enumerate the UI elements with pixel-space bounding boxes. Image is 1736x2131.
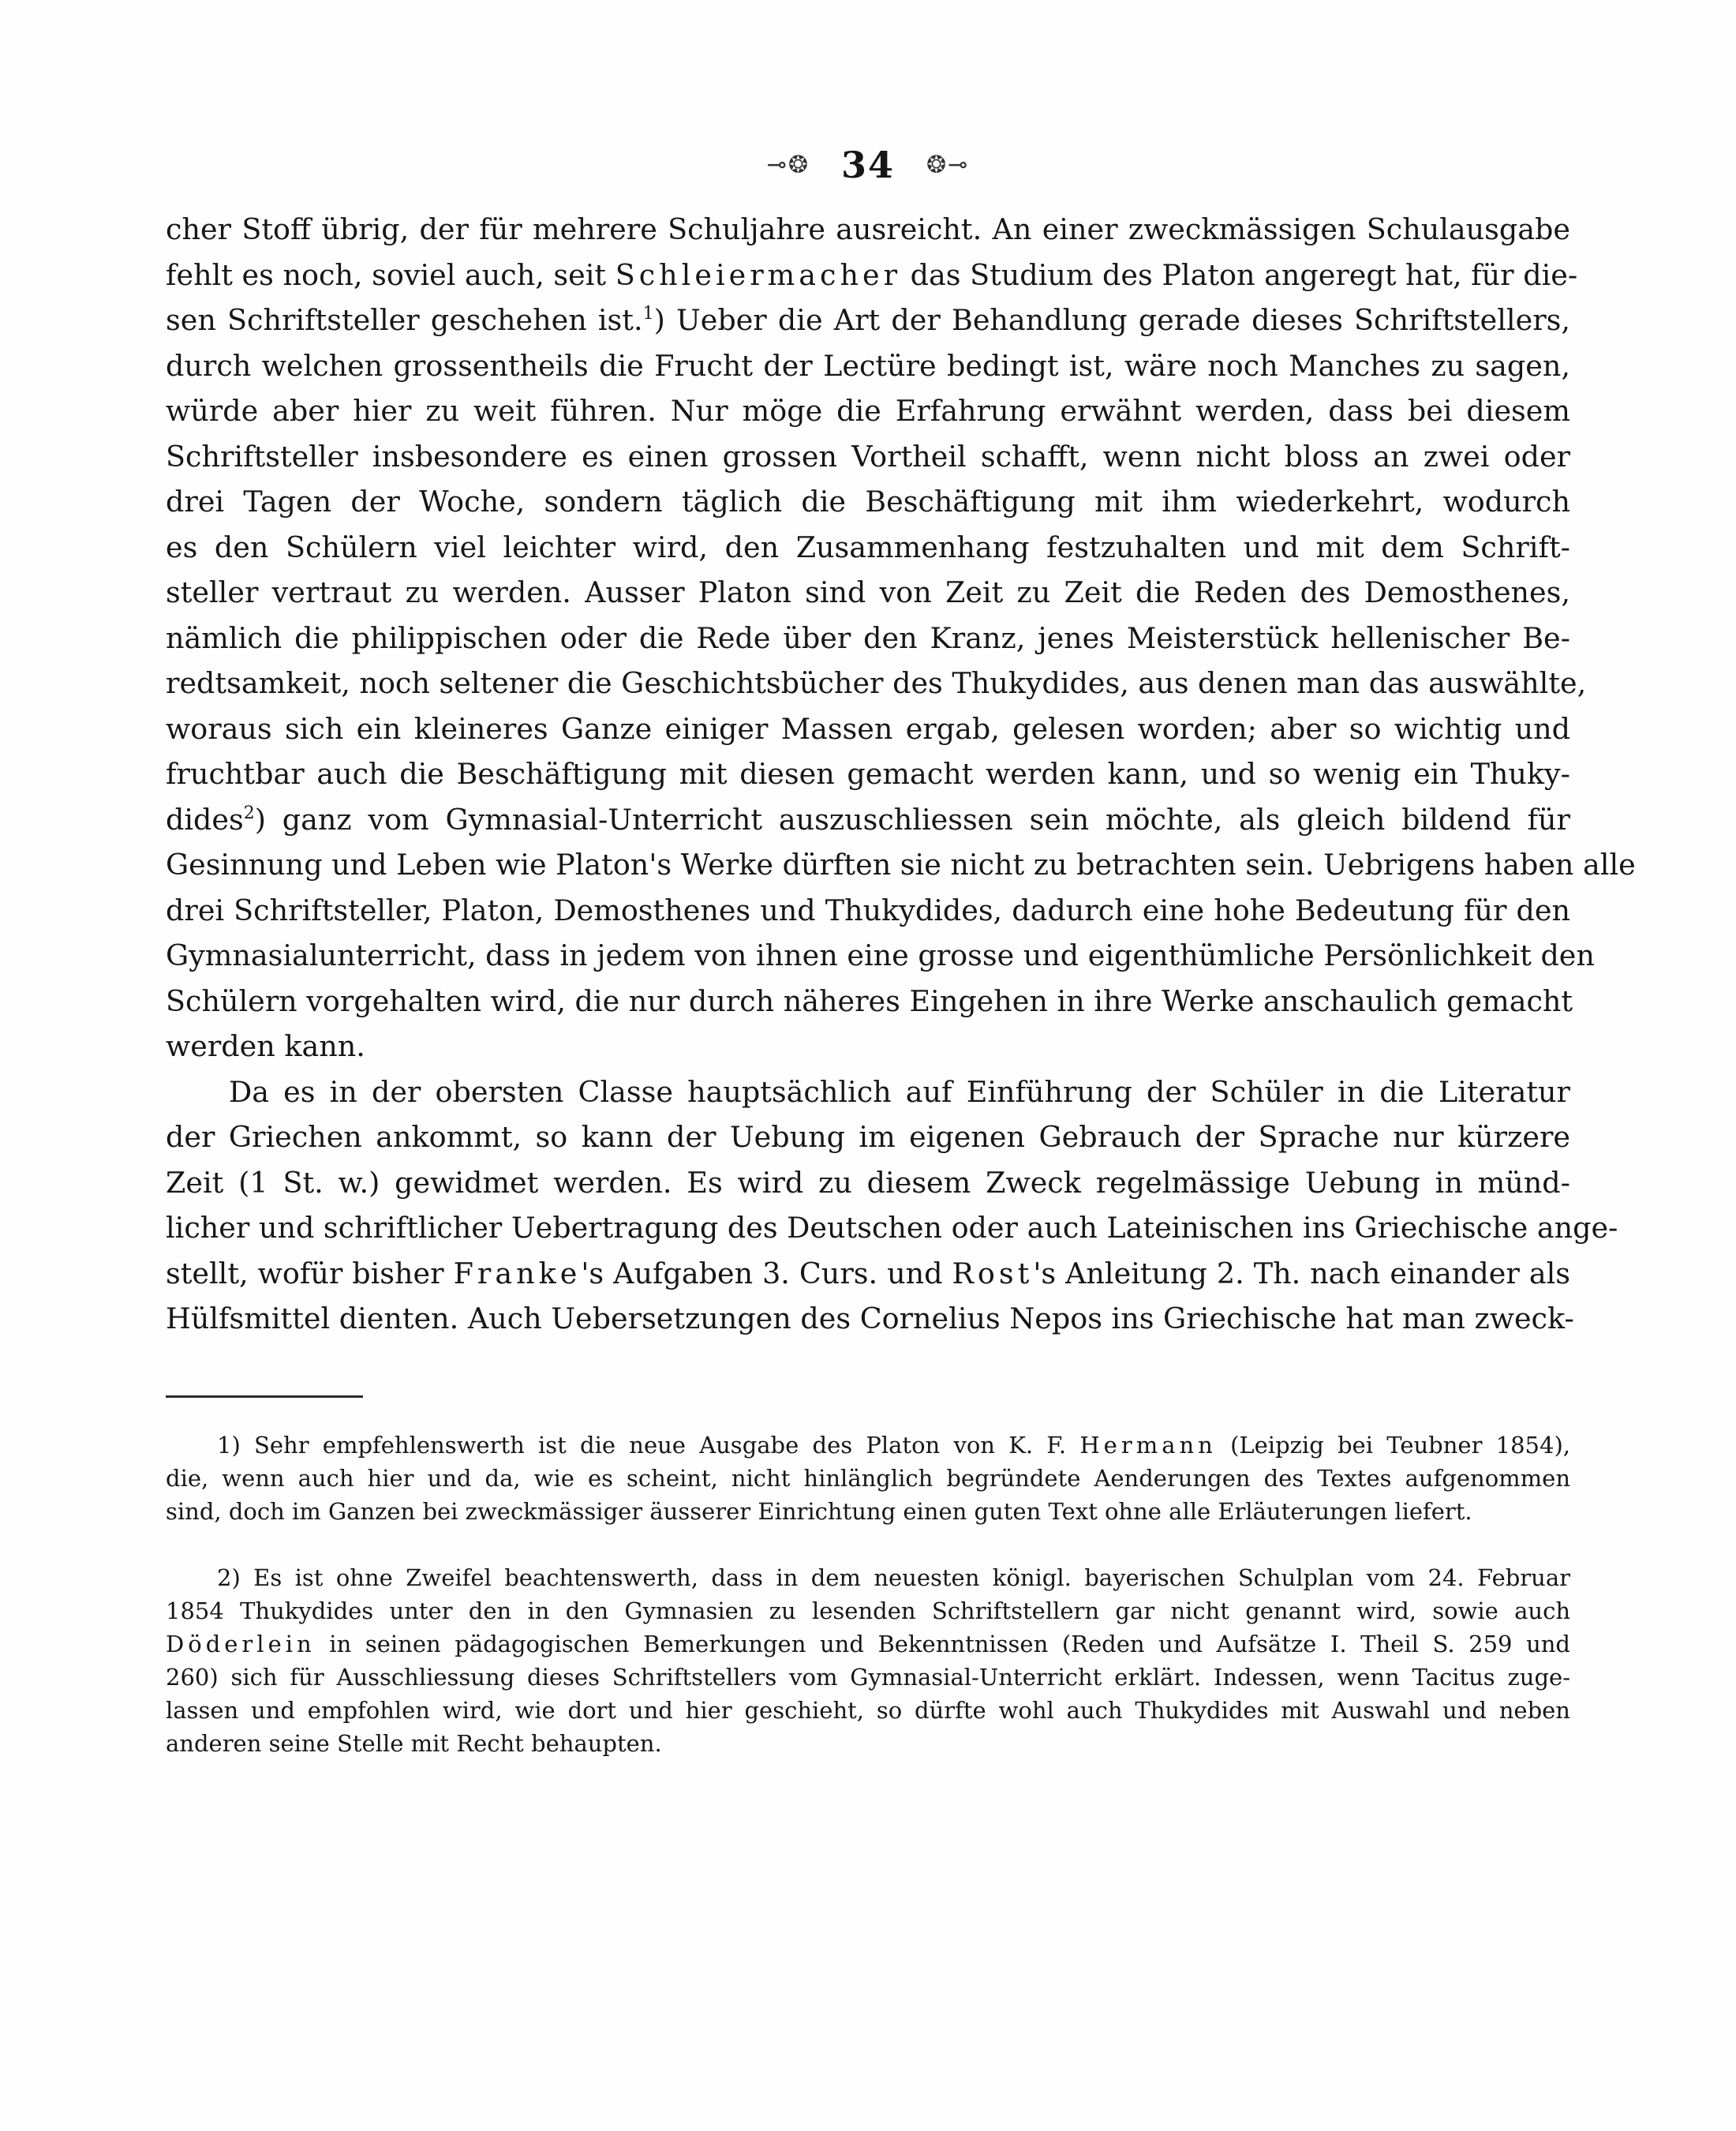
footnote-line: Döderlein in seinen pädagogischen Bemerkungen und Bekenntnissen (Reden und Aufsätze I. Theil S. 259 und <box>166 1631 1570 1657</box>
footnote-line: die, wenn auch hier und da, wie es scheint, nicht hinlänglich begründete Aenderungen des Textes aufgenommen <box>166 1465 1570 1492</box>
text-line: Gesinnung und Leben wie Platon's Werke dürften sie nicht zu betrachten sein. Uebrigens haben alle <box>166 848 1636 882</box>
footnote-line: 2) Es ist ohne Zweifel beachtenswerth, dass in dem neuesten königl. bayerischen Schulplan vom 24. Februar <box>217 1564 1570 1591</box>
text-line: woraus sich ein kleineres Ganze einiger Massen ergab, gelesen worden; aber so wichtig und <box>166 711 1570 746</box>
ornament-left-icon: ⊸❂ <box>766 151 810 179</box>
text-line: es den Schülern viel leichter wird, den Zusammenhang festzuhalten und mit dem Schrift- <box>166 530 1570 564</box>
footnote-line: sind, doch im Ganzen bei zweckmässiger äusserer Einrichtung einen guten Text ohne alle Erläuterungen liefert. <box>166 1498 1472 1525</box>
text-line: würde aber hier zu weit führen. Nur möge die Erfahrung erwähnt werden, dass bei diesem <box>166 394 1570 428</box>
person-name: Rost <box>952 1256 1034 1290</box>
footnote-divider <box>166 1395 363 1398</box>
footnote-ref: 2 <box>243 803 255 823</box>
text-line: Hülfsmittel dienten. Auch Uebersetzungen des Cornelius Nepos ins Griechische hat man zweck- <box>166 1301 1574 1335</box>
text-line: werden kann. <box>166 1029 365 1063</box>
person-name: Schleiermacher <box>615 257 902 292</box>
footnote-line: anderen seine Stelle mit Recht behaupten. <box>166 1730 662 1757</box>
text-line: dides$^2$) ganz vom Gymnasial-Unterricht auszuschliessen sein möchte, als gleich bildend für <box>166 802 1570 837</box>
person-name: Döderlein <box>166 1631 316 1657</box>
footnote-line: 1) Sehr empfehlenswerth ist die neue Ausgabe des Platon von K. F. Hermann (Leipzig bei Teubner 1854), <box>217 1432 1570 1459</box>
text-line: drei Tagen der Woche, sondern täglich die Beschäftigung mit ihm wiederkehrt, wodurch <box>166 485 1570 519</box>
page-number: 34 <box>840 144 895 186</box>
text-line: sen Schriftsteller geschehen ist.$^1$) Ueber die Art der Behandlung gerade dieses Schriftstellers, <box>166 303 1570 337</box>
text-line: nämlich die philippischen oder die Rede über den Kranz, jenes Meisterstück hellenischer Be- <box>166 620 1570 655</box>
ornament-right-icon: ❂⊸ <box>926 151 970 179</box>
person-name: Hermann <box>1079 1432 1217 1459</box>
text-line: stellt, wofür bisher Franke's Aufgaben 3. Curs. und Rost's Anleitung 2. Th. nach einander als <box>166 1256 1570 1290</box>
footnote-line: 1854 Thukydides unter den in den Gymnasien zu lesenden Schriftstellern gar nicht genannt wird, sowie auch <box>166 1597 1570 1624</box>
person-name: Franke <box>453 1256 582 1290</box>
text-line: fehlt es noch, soviel auch, seit Schleiermacher das Studium des Platon angeregt hat, für die- <box>166 257 1578 292</box>
footnotes <box>166 1429 1570 1760</box>
text-line: Schriftsteller insbesondere es einen grossen Vortheil schafft, wenn nicht bloss an zwei oder <box>166 439 1570 474</box>
main-text <box>166 207 1636 1342</box>
text-line: cher Stoff übrig, der für mehrere Schuljahre ausreicht. An einer zweckmässigen Schulausgabe <box>166 212 1570 246</box>
text-line: durch welchen grossentheils die Frucht der Lectüre bedingt ist, wäre noch Manches zu sagen, <box>166 348 1570 383</box>
text-line: Schülern vorgehalten wird, die nur durch näheres Eingehen in ihre Werke anschaulich gemacht <box>166 983 1573 1018</box>
footnote-ref: 1 <box>642 304 654 324</box>
text-line: Da es in der obersten Classe hauptsächlich auf Einführung der Schüler in die Literatur <box>229 1074 1570 1109</box>
text-line: drei Schriftsteller, Platon, Demosthenes und Thukydides, dadurch eine hohe Bedeutung für den <box>166 893 1570 927</box>
text-line: der Griechen ankommt, so kann der Uebung im eigenen Gebrauch der Sprache nur kürzere <box>166 1120 1570 1154</box>
footnote-line: 260) sich für Ausschliessung dieses Schriftstellers vom Gymnasial-Unterricht erklärt. Indessen, wenn Tacitus zuge- <box>166 1664 1570 1691</box>
text-line: licher und schriftlicher Uebertragung des Deutschen oder auch Lateinischen ins Griechische ange- <box>166 1211 1618 1245</box>
text-line: fruchtbar auch die Beschäftigung mit diesen gemacht werden kann, und so wenig ein Thuky- <box>166 757 1570 791</box>
footnote-gap <box>166 1528 1570 1561</box>
text-line: Zeit (1 St. w.) gewidmet werden. Es wird zu diesem Zweck regelmässige Uebung in münd- <box>166 1165 1570 1200</box>
text-line: steller vertraut zu werden. Ausser Platon sind von Zeit zu Zeit die Reden des Demosthenes, <box>166 575 1570 609</box>
text-line: Gymnasialunterricht, dass in jedem von ihnen eine grosse und eigenthümliche Persönlichkeit den <box>166 938 1595 972</box>
footnote-line: lassen und empfohlen wird, wie dort und hier geschieht, so dürfte wohl auch Thukydides mit Auswahl und neben <box>166 1697 1570 1724</box>
page-header <box>0 140 1736 186</box>
text-line: redtsamkeit, noch seltener die Geschichtsbücher des Thukydides, aus denen man das auswählte, <box>166 666 1587 700</box>
